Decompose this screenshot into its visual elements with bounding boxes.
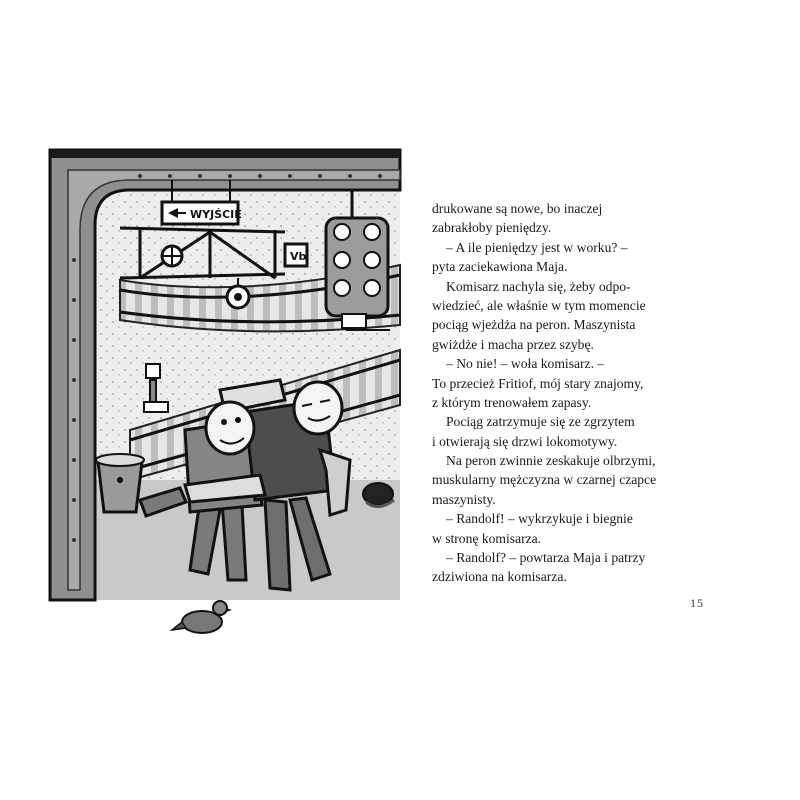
text-line: drukowane są nowe, bo inaczej (432, 201, 603, 216)
text-line: – A ile pieniędzy jest w worku? – (446, 239, 628, 255)
page-number: 15 (690, 596, 704, 610)
story-text (432, 199, 732, 587)
text-line: Na peron zwinnie zeskakuje olbrzymi, (446, 453, 656, 469)
text-line: Pociąg zatrzymuje się ze zgrzytem (446, 414, 635, 430)
exit-sign-text: WYJŚCIE (190, 208, 242, 221)
text-line: i otwierają się drzwi lokomotywy. (432, 433, 618, 449)
text-line: wiedzieć, ale właśnie w tym momencie (432, 297, 646, 313)
text-line: zdziwiona na komisarza. (432, 569, 567, 585)
text-line: w stronę komisarza. (432, 530, 542, 546)
text-line: To przecież Fritiof, mój stary znajomy, (432, 375, 644, 391)
text-line: zabrakłoby pieniędzy. (432, 220, 552, 236)
text-line: – Randolf! – wykrzykuje i biegnie (446, 511, 633, 527)
text-line: pyta zaciekawiona Maja. (432, 259, 568, 275)
text-line: – Randolf? – powtarza Maja i patrzy (446, 550, 646, 566)
conductor-cap (363, 483, 394, 507)
text-line: maszynisty. (432, 491, 496, 507)
illustration (50, 150, 400, 600)
text-line: pociąg wjeżdża na peron. Maszynista (432, 317, 636, 333)
text-line: Komisarz nachyla się, żeby odpo- (446, 278, 631, 294)
pigeon (172, 601, 232, 633)
trash-bin (96, 454, 144, 512)
text-line: muskularny mężczyzna w czarnej czapce (432, 472, 657, 488)
text-line: z którym trenowałem zapasy. (432, 394, 592, 410)
text-line: – No nie! – woła komisarz. – (446, 356, 605, 372)
text-line: gwiżdże i macha przez szybę. (432, 336, 594, 352)
wheel-disc (162, 246, 182, 266)
track-plate-vb: Vb (290, 250, 307, 263)
